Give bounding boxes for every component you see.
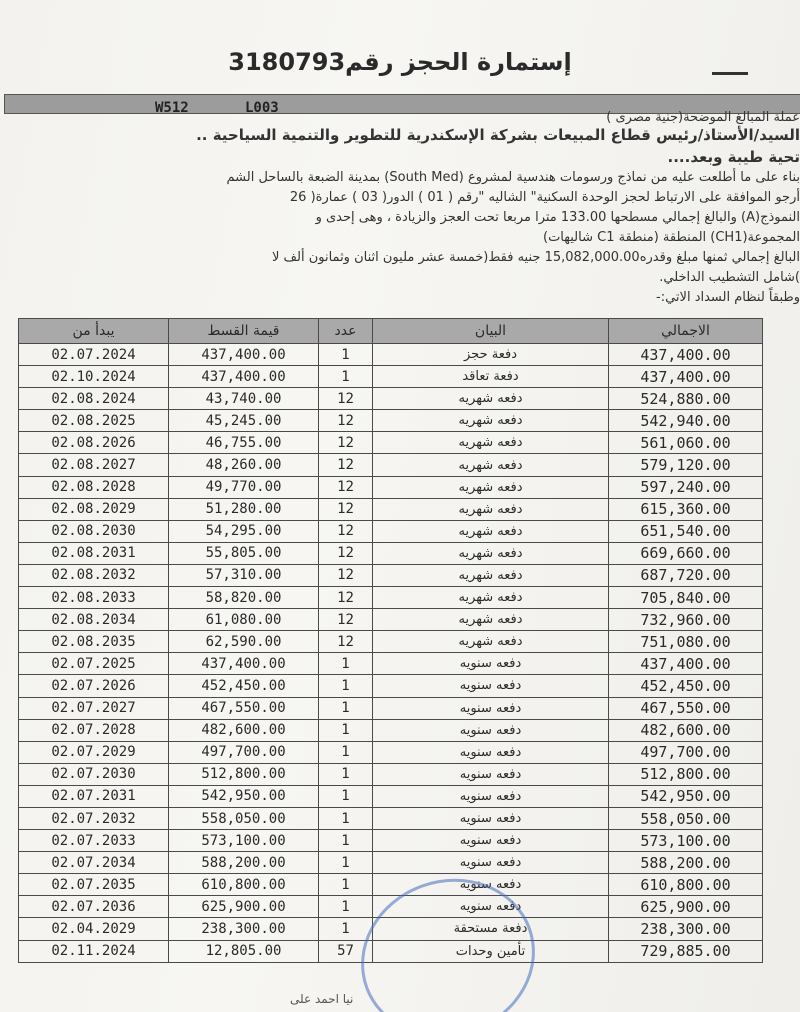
- cell-start: 02.11.2024: [19, 940, 169, 962]
- cell-start: 02.08.2030: [19, 520, 169, 542]
- cell-total: 561,060.00: [609, 432, 763, 454]
- cell-start: 02.07.2032: [19, 807, 169, 829]
- cell-count: 1: [319, 741, 373, 763]
- cell-count: 1: [319, 763, 373, 785]
- addressee-line: السيد/الأستاذ/رئيس قطاع المبيعات بشركة الإسكندرية للتطوير والتنمية السياحية ..: [196, 126, 800, 144]
- cell-installment: 49,770.00: [169, 476, 319, 498]
- table-row: [19, 874, 763, 896]
- cell-count: 57: [319, 940, 373, 962]
- cell-installment: 12,805.00: [169, 940, 319, 962]
- table-row: [19, 344, 763, 366]
- body-line-2: أرجو الموافقة على الارتباط لحجز الوحدة السكنية" الشاليه "رقم ( 01 ) الدور( 03 ) عمارة( 26: [289, 190, 800, 205]
- cell-installment: 437,400.00: [169, 344, 319, 366]
- code-l: L003: [245, 100, 279, 116]
- cell-total: 467,550.00: [609, 697, 763, 719]
- cell-count: 1: [319, 830, 373, 852]
- cell-statement: دفعه سنويه: [373, 807, 609, 829]
- cell-start: 02.07.2028: [19, 719, 169, 741]
- table-row: [19, 631, 763, 653]
- cell-installment: 61,080.00: [169, 609, 319, 631]
- cell-installment: 54,295.00: [169, 520, 319, 542]
- cell-total: 651,540.00: [609, 520, 763, 542]
- cell-count: 1: [319, 918, 373, 940]
- cell-total: 687,720.00: [609, 564, 763, 586]
- table-row: [19, 366, 763, 388]
- cell-installment: 497,700.00: [169, 741, 319, 763]
- cell-count: 1: [319, 366, 373, 388]
- cell-start: 02.08.2025: [19, 410, 169, 432]
- currency-note: عملة المبالغ الموضحة(جنية مصرى ): [606, 110, 800, 125]
- cell-statement: دفعه شهريه: [373, 498, 609, 520]
- cell-total: 542,940.00: [609, 410, 763, 432]
- body-line-5: البالغ إجمالي ثمنها مبلغ وقدره15,082,000.00 جنيه فقط(خمسة عشر مليون اثنان وثمانون ألف لا: [272, 250, 800, 265]
- cell-count: 1: [319, 807, 373, 829]
- cell-installment: 558,050.00: [169, 807, 319, 829]
- cell-statement: دفعه شهريه: [373, 476, 609, 498]
- table-row: [19, 785, 763, 807]
- cell-total: 625,900.00: [609, 896, 763, 918]
- cell-total: 751,080.00: [609, 631, 763, 653]
- table-row: [19, 454, 763, 476]
- cell-total: 482,600.00: [609, 719, 763, 741]
- cell-total: 497,700.00: [609, 741, 763, 763]
- cell-installment: 610,800.00: [169, 874, 319, 896]
- cell-start: 02.07.2033: [19, 830, 169, 852]
- table-row: [19, 653, 763, 675]
- cell-installment: 437,400.00: [169, 653, 319, 675]
- body-line-4: المجموعة(CH1) المنطقة (منطقة C1 شاليهات): [543, 230, 800, 245]
- cell-start: 02.04.2029: [19, 918, 169, 940]
- cell-count: 1: [319, 719, 373, 741]
- header-installment: قيمة القسط: [169, 319, 319, 344]
- body-line-1: بناء على ما أطلعت عليه من نماذج ورسومات هندسية لمشروع (South Med) بمدينة الضبعة بالساحل الشم: [226, 170, 800, 185]
- cell-statement: دفعة مستحقة: [373, 918, 609, 940]
- table-row: [19, 432, 763, 454]
- cell-total: 238,300.00: [609, 918, 763, 940]
- cell-count: 12: [319, 542, 373, 564]
- cell-statement: دفعه شهريه: [373, 609, 609, 631]
- cell-start: 02.07.2036: [19, 896, 169, 918]
- cell-count: 12: [319, 432, 373, 454]
- table-row: [19, 763, 763, 785]
- cell-start: 02.07.2026: [19, 675, 169, 697]
- cell-installment: 482,600.00: [169, 719, 319, 741]
- cell-statement: دفعه شهريه: [373, 520, 609, 542]
- cell-total: 705,840.00: [609, 587, 763, 609]
- cell-start: 02.07.2025: [19, 653, 169, 675]
- cell-statement: دفعه شهريه: [373, 410, 609, 432]
- table-row: [19, 498, 763, 520]
- cell-start: 02.07.2027: [19, 697, 169, 719]
- cell-statement: دفعه سنويه: [373, 719, 609, 741]
- title-underline: [712, 72, 748, 75]
- page-title: إستمارة الحجز رقم3180793: [228, 48, 572, 76]
- cell-total: 579,120.00: [609, 454, 763, 476]
- header-total: الاجمالي: [609, 319, 763, 344]
- cell-statement: دفعة حجز: [373, 344, 609, 366]
- cell-start: 02.07.2029: [19, 741, 169, 763]
- body-line-6: )شامل التشطيب الداخلي.: [659, 270, 800, 285]
- cell-statement: دفعة تعاقد: [373, 366, 609, 388]
- cell-total: 437,400.00: [609, 653, 763, 675]
- table-row: [19, 587, 763, 609]
- payment-schedule-table: [18, 318, 763, 963]
- cell-start: 02.08.2024: [19, 388, 169, 410]
- cell-count: 12: [319, 587, 373, 609]
- cell-statement: دفعه شهريه: [373, 564, 609, 586]
- cell-statement: دفعه سنويه: [373, 896, 609, 918]
- cell-installment: 46,755.00: [169, 432, 319, 454]
- table-row: [19, 807, 763, 829]
- cell-installment: 625,900.00: [169, 896, 319, 918]
- body-line-3: النموذج(A) والبالغ إجمالي مسطحها 133.00 مترا مربعا تحت العجز والزيادة ، وهى إحدى و: [315, 210, 800, 225]
- cell-start: 02.08.2035: [19, 631, 169, 653]
- cell-start: 02.08.2032: [19, 564, 169, 586]
- cell-count: 12: [319, 520, 373, 542]
- cell-count: 1: [319, 785, 373, 807]
- cell-total: 597,240.00: [609, 476, 763, 498]
- table-row: [19, 388, 763, 410]
- cell-count: 1: [319, 896, 373, 918]
- cell-count: 12: [319, 388, 373, 410]
- code-w: W512: [155, 100, 189, 116]
- cell-installment: 467,550.00: [169, 697, 319, 719]
- cell-installment: 45,245.00: [169, 410, 319, 432]
- cell-installment: 62,590.00: [169, 631, 319, 653]
- cell-installment: 573,100.00: [169, 830, 319, 852]
- cell-count: 12: [319, 564, 373, 586]
- cell-statement: دفعه سنويه: [373, 741, 609, 763]
- cell-start: 02.08.2027: [19, 454, 169, 476]
- table-header-row: [19, 319, 763, 344]
- cell-statement: دفعه سنويه: [373, 763, 609, 785]
- cell-count: 1: [319, 697, 373, 719]
- cell-count: 1: [319, 852, 373, 874]
- cell-statement: دفعه سنويه: [373, 830, 609, 852]
- cell-statement: دفعه شهريه: [373, 388, 609, 410]
- table-row: [19, 697, 763, 719]
- cell-installment: 43,740.00: [169, 388, 319, 410]
- table-row: [19, 741, 763, 763]
- cell-installment: 437,400.00: [169, 366, 319, 388]
- cell-count: 1: [319, 653, 373, 675]
- cell-start: 02.07.2030: [19, 763, 169, 785]
- cell-installment: 238,300.00: [169, 918, 319, 940]
- header-start: يبدأ من: [19, 319, 169, 344]
- cell-total: 524,880.00: [609, 388, 763, 410]
- cell-installment: 542,950.00: [169, 785, 319, 807]
- cell-start: 02.07.2035: [19, 874, 169, 896]
- cell-count: 12: [319, 454, 373, 476]
- cell-statement: دفعه سنويه: [373, 697, 609, 719]
- cell-start: 02.07.2034: [19, 852, 169, 874]
- table-row: [19, 852, 763, 874]
- cell-total: 437,400.00: [609, 366, 763, 388]
- cell-start: 02.10.2024: [19, 366, 169, 388]
- table-row: [19, 476, 763, 498]
- body-line-7: وطبقاً لنظام السداد الاتي:-: [656, 290, 800, 305]
- cell-statement: دفعه سنويه: [373, 785, 609, 807]
- cell-start: 02.08.2028: [19, 476, 169, 498]
- cell-installment: 452,450.00: [169, 675, 319, 697]
- cell-count: 12: [319, 410, 373, 432]
- cell-start: 02.08.2033: [19, 587, 169, 609]
- cell-total: 729,885.00: [609, 940, 763, 962]
- cell-total: 437,400.00: [609, 344, 763, 366]
- cell-statement: دفعه شهريه: [373, 631, 609, 653]
- cell-statement: دفعه سنويه: [373, 675, 609, 697]
- cell-total: 732,960.00: [609, 609, 763, 631]
- cell-statement: دفعه سنويه: [373, 874, 609, 896]
- cell-count: 12: [319, 476, 373, 498]
- cell-count: 1: [319, 874, 373, 896]
- table-row: [19, 719, 763, 741]
- cell-statement: دفعه شهريه: [373, 587, 609, 609]
- table-row: [19, 542, 763, 564]
- table-row: [19, 410, 763, 432]
- cell-installment: 57,310.00: [169, 564, 319, 586]
- cell-installment: 58,820.00: [169, 587, 319, 609]
- cell-installment: 55,805.00: [169, 542, 319, 564]
- cell-start: 02.08.2029: [19, 498, 169, 520]
- cell-count: 12: [319, 631, 373, 653]
- cell-start: 02.08.2031: [19, 542, 169, 564]
- cell-count: 12: [319, 609, 373, 631]
- cell-start: 02.08.2026: [19, 432, 169, 454]
- cell-total: 452,450.00: [609, 675, 763, 697]
- cell-installment: 512,800.00: [169, 763, 319, 785]
- table-row: [19, 520, 763, 542]
- cell-statement: دفعه شهريه: [373, 454, 609, 476]
- header-statement: البيان: [373, 319, 609, 344]
- cell-total: 512,800.00: [609, 763, 763, 785]
- table-row: [19, 830, 763, 852]
- cell-total: 669,660.00: [609, 542, 763, 564]
- cell-total: 588,200.00: [609, 852, 763, 874]
- cell-total: 610,800.00: [609, 874, 763, 896]
- cell-count: 1: [319, 675, 373, 697]
- greeting-line: تحية طيبة وبعد....: [667, 148, 800, 166]
- cell-total: 615,360.00: [609, 498, 763, 520]
- cell-count: 12: [319, 498, 373, 520]
- cell-statement: دفعه شهريه: [373, 432, 609, 454]
- cell-start: 02.07.2024: [19, 344, 169, 366]
- cell-total: 542,950.00: [609, 785, 763, 807]
- cell-installment: 51,280.00: [169, 498, 319, 520]
- cell-start: 02.08.2034: [19, 609, 169, 631]
- cell-statement: تأمين وحدات: [373, 940, 609, 962]
- cell-statement: دفعه شهريه: [373, 542, 609, 564]
- cell-start: 02.07.2031: [19, 785, 169, 807]
- signature-text: نيا احمد على: [290, 992, 354, 1006]
- cell-total: 558,050.00: [609, 807, 763, 829]
- table-row: [19, 675, 763, 697]
- header-count: عدد: [319, 319, 373, 344]
- cell-statement: دفعه سنويه: [373, 852, 609, 874]
- table-row: [19, 609, 763, 631]
- cell-installment: 48,260.00: [169, 454, 319, 476]
- cell-count: 1: [319, 344, 373, 366]
- cell-installment: 588,200.00: [169, 852, 319, 874]
- cell-total: 573,100.00: [609, 830, 763, 852]
- table-row: [19, 564, 763, 586]
- cell-statement: دفعه سنويه: [373, 653, 609, 675]
